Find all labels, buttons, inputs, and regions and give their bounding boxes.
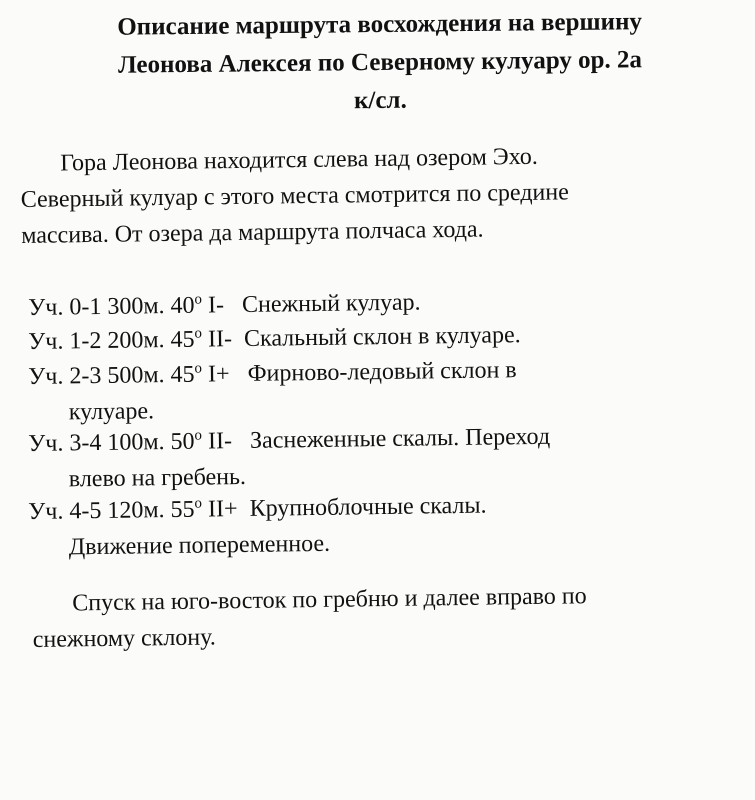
segment-grade: I+ [201, 361, 230, 388]
route-segment [28, 482, 487, 566]
segment-description: Крупноблочные скалы. [249, 492, 487, 522]
descent-paragraph [32, 578, 587, 658]
descent-line: Спуск на юго-восток по гребню и далее вправо по [72, 583, 587, 617]
intro-line: массива. От озера да маршрута полчаса хода. [21, 216, 484, 249]
segment-line [28, 482, 487, 530]
segment-grade: II- [201, 428, 233, 455]
title-line: Леонова Алексея по Северному кулуару ор. 2а [117, 46, 643, 79]
intro-line: Гора Леонова находится слева над озером Эхо. [60, 143, 538, 177]
segment-grade: II- [201, 326, 233, 353]
degree-mark: o [194, 360, 203, 377]
segment-description: Фирново-ледовый склон в [247, 357, 517, 387]
title-line: Описание маршрута восхождения на вершину [117, 8, 643, 41]
segment-description: Скальный склон в кулуаре. [243, 322, 521, 352]
segment-continuation: кулуаре. [68, 398, 155, 426]
segment-line [28, 346, 517, 395]
segment-line [28, 413, 550, 462]
intro-line: Северный кулуар с этого места смотрится по средине [20, 179, 569, 213]
degree-mark: o [194, 291, 203, 308]
segment-continuation: Движение попеременное. [68, 530, 331, 561]
degree-mark: o [194, 325, 203, 342]
document-title [29, 2, 730, 123]
segment-description: Снежный кулуар. [241, 289, 421, 319]
intro-paragraph [20, 138, 570, 254]
segment-grade: II+ [201, 496, 238, 523]
segment-code: Уч. 3-4 100м. 50 [28, 428, 195, 457]
segment-code: Уч. 2-3 500м. 45 [28, 361, 195, 390]
title-line: к/сл. [353, 86, 407, 115]
segment-code: Уч. 4-5 120м. 55 [28, 496, 195, 525]
segment-code: Уч. 0-1 300м. 40 [28, 292, 195, 321]
degree-mark: o [194, 427, 203, 444]
segment-continuation: влево на гребень. [68, 463, 247, 493]
segment-code: Уч. 1-2 200м. 45 [28, 326, 195, 355]
segment-grade: I- [201, 292, 225, 319]
segment-description: Заснеженные скалы. Переход [249, 423, 551, 454]
descent-line: снежному склону. [32, 624, 216, 653]
degree-mark: o [194, 495, 203, 512]
